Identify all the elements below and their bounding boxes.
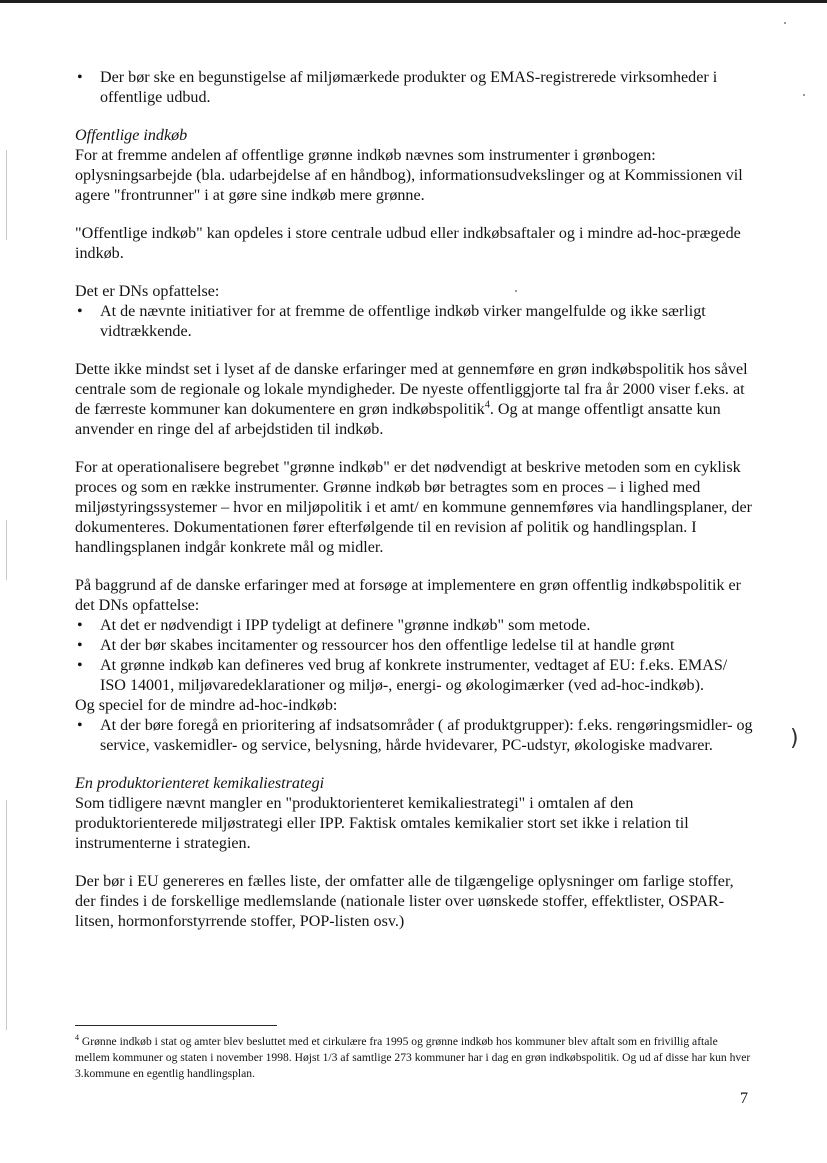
scan-bracket-mark: ) bbox=[790, 726, 799, 751]
section-heading-kemikaliestrategi: En produktorienteret kemikaliestrategi bbox=[75, 775, 325, 792]
paragraph: For at fremme andelen af offentlige grønne indkøb nævnes som instrumenter i grønbogen: oplysningsarbejde (bla. udarbejdelse af en håndbog), informationsudvekslinger og at Kommissionen vil agere "frontrunner" i at gøre sine indkøb mere grønne. bbox=[75, 147, 743, 204]
bullet-item: • At der børe foregå en prioritering af indsatsområder ( af produktgrupper): f.eks. rengøringsmidler- og service, vaskemidler- og service, belysning, hårde hvidevarer, PC-udstyr, økologiske madvarer. bbox=[75, 716, 755, 756]
scan-speck bbox=[803, 94, 805, 96]
scan-margin-line bbox=[6, 150, 7, 240]
bullet-item: • At der bør skabes incitamenter og ressourcer hos den offentlige ledelse til at handle grønt bbox=[75, 636, 755, 656]
scan-speck bbox=[784, 22, 786, 24]
paragraph-text: . Og at mange offentligt ansatte kun anvender en ringe del af arbejdstiden til indkøb. bbox=[75, 401, 721, 438]
paragraph-text: Dette ikke mindst set i lyset af de danske erfaringer med at gennemføre en grøn indkøbspolitik hos såvel centrale som de regionale og lokale myndigheder. De nyeste offentliggjorte tal fra år 2000 viser f.eks. at de færreste kommuner kan dokumentere en grøn indkøbspolitik bbox=[75, 361, 748, 418]
paragraph: På baggrund af de danske erfaringer med at forsøge at implementere en grøn offentlig indkøbspolitik er det DNs opfattelse: bbox=[75, 577, 742, 614]
paragraph: "Offentlige indkøb" kan opdeles i store centrale udbud eller indkøbsaftaler og i mindre ad-hoc-prægede indkøb. bbox=[75, 225, 741, 262]
bullet-item: • At de nævnte initiativer for at fremme de offentlige indkøb virker mangelfulde og ikke særligt vidtrækkende. bbox=[75, 302, 755, 342]
bullet-item: • At grønne indkøb kan defineres ved brug af konkrete instrumenter, vedtaget af EU: f.eks. EMAS/ ISO 14001, miljøvaredeklarationer og miljø-, energi- og økologimærker (ved ad-hoc-indkøb). bbox=[75, 656, 755, 696]
bullet-item: • Der bør ske en begunstigelse af miljømærkede produkter og EMAS-registrerede virksomheder i offentlige udbud. bbox=[75, 68, 755, 108]
section-heading-offentlige-indkob: Offentlige indkøb bbox=[75, 127, 188, 144]
page-number: 7 bbox=[740, 1090, 748, 1107]
top-scan-edge bbox=[0, 0, 827, 3]
bullet-item: • At det er nødvendigt i IPP tydeligt at definere "grønne indkøb" som metode. bbox=[75, 616, 755, 636]
footnote-separator bbox=[75, 1025, 277, 1026]
paragraph: Der bør i EU genereres en fælles liste, der omfatter alle de tilgængelige oplysninger om farlige stoffer, der findes i de forskellige medlemslande (nationale lister over uønskede stoffer, effektlister, OSPAR-litsen, hormonforstyrrende stoffer, POP-listen osv.) bbox=[75, 873, 734, 930]
paragraph: Det er DNs opfattelse: bbox=[75, 283, 220, 300]
paragraph: Og speciel for de mindre ad-hoc-indkøb: bbox=[75, 697, 338, 714]
paragraph: For at operationalisere begrebet "grønne indkøb" er det nødvendigt at beskrive metoden som en cyklisk proces og som en række instrumenter. Grønne indkøb bør betragtes som en proces – i lighed med miljøstyringssystemer – hvor en miljøpolitik i et amt/ en kommune gennemføres via handlingsplaner, der dokumenteres. Dokumentationen fører efterfølgende til en revision af politik og handlingsplan. I handlingsplanen indgår konkrete mål og midler. bbox=[75, 459, 752, 556]
scan-margin-line bbox=[6, 800, 7, 1030]
paragraph: Som tidligere nævnt mangler en "produktorienteret kemikaliestrategi" i omtalen af den produktorienterede miljøstrategi eller IPP. Faktisk omtales kemikalier stort set ikke i relation til instrumenterne i strategien. bbox=[75, 795, 689, 852]
paragraph-with-footnote-ref bbox=[75, 360, 755, 440]
document-body bbox=[75, 68, 755, 932]
footnote-reference: 4 bbox=[484, 399, 490, 411]
scan-margin-line bbox=[6, 520, 7, 580]
footnote-mark: 4 bbox=[75, 1033, 79, 1043]
footnote bbox=[75, 1034, 755, 1082]
footnote-text: Grønne indkøb i stat og amter blev besluttet med et cirkulære fra 1995 og grønne indkøb hos kommuner blev aftalt som en frivillig aftale mellem kommuner og staten i november 1998. Højst 1/3 af samtlige 273 kommuner har i dag en grøn indkøbspolitik. Og ud af disse har kun hver 3.kommune en egentlig handlingsplan. bbox=[75, 1035, 751, 1080]
